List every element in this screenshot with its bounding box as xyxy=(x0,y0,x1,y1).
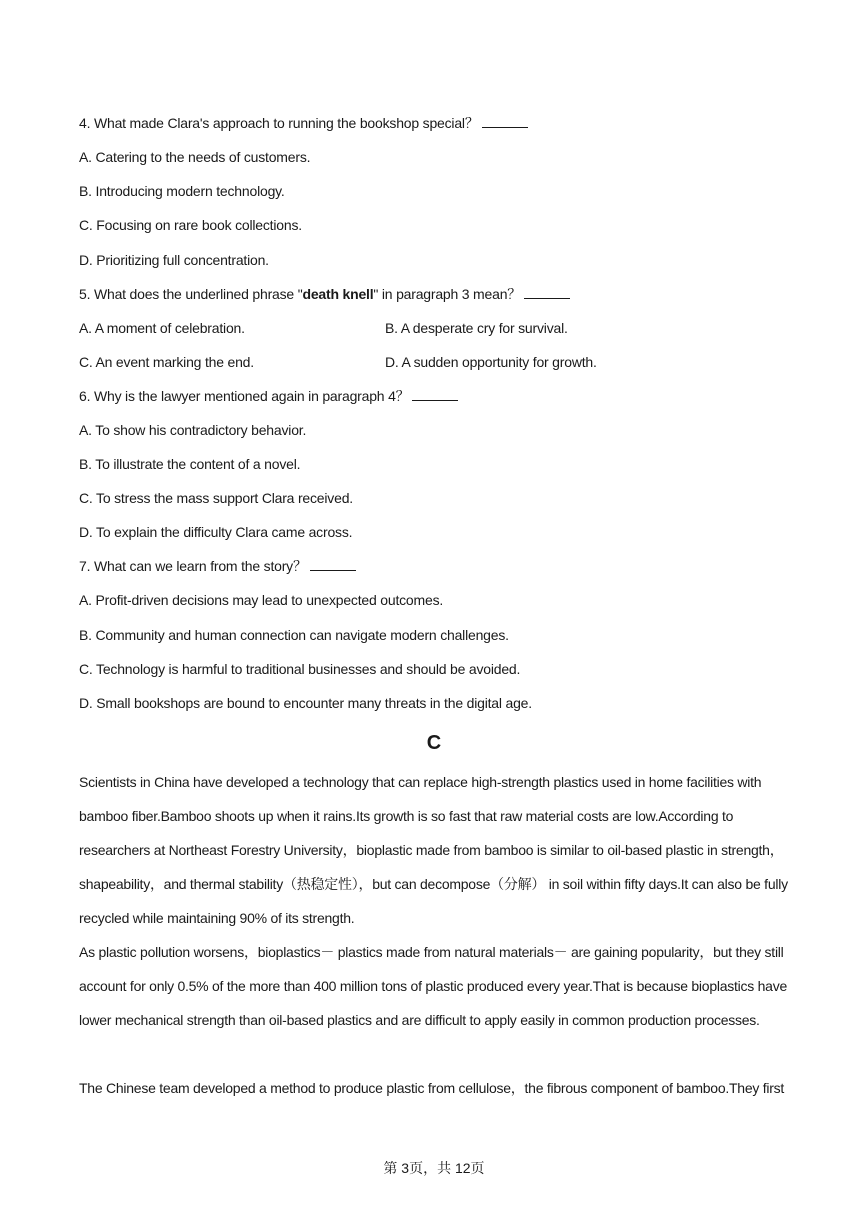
answer-blank xyxy=(482,115,528,128)
passage-paragraph-3: The Chinese team developed a method to produce plastic from cellulose，the fibrous component of bamboo.They first xyxy=(79,1080,785,1096)
question-4-option-a: A. Catering to the needs of customers. xyxy=(79,149,311,165)
page-footer: 第 3页，共 12页 xyxy=(383,1160,485,1176)
question-4-option-d: D. Prioritizing full concentration. xyxy=(79,252,269,268)
question-6-option-b: B. To illustrate the content of a novel. xyxy=(79,456,301,472)
question-6-stem: 6. Why is the lawyer mentioned again in paragraph 4？ xyxy=(79,387,458,405)
question-5-option-c: C. An event marking the end. xyxy=(79,354,254,370)
question-6-option-a: A. To show his contradictory behavior. xyxy=(79,422,307,438)
question-7-option-c: C. Technology is harmful to traditional businesses and should be avoided. xyxy=(79,661,521,677)
answer-blank xyxy=(412,388,458,401)
question-5-option-b: B. A desperate cry for survival. xyxy=(385,320,568,336)
passage-paragraph-2: As plastic pollution worsens，bioplastics－ plastics made from natural materials－ are gaining popularity，but they still account for only 0.5% of the more than 400 million tons of plastic produced every year.That is because bioplastics have lower mechanical strength than oil-based plastics and are difficult to apply easily in common production processes. xyxy=(79,944,787,1028)
question-5-option-a: A. A moment of celebration. xyxy=(79,320,245,336)
question-7-option-b: B. Community and human connection can navigate modern challenges. xyxy=(79,627,509,643)
underlined-phrase: death knell xyxy=(302,286,374,302)
question-5-option-d: D. A sudden opportunity for growth. xyxy=(385,354,597,370)
answer-blank xyxy=(524,286,570,299)
question-5-stem: 5. What does the underlined phrase "death knell" in paragraph 3 mean？ xyxy=(79,285,570,303)
question-4-option-b: B. Introducing modern technology. xyxy=(79,183,285,199)
question-6-option-d: D. To explain the difficulty Clara came across. xyxy=(79,524,353,540)
question-6-option-c: C. To stress the mass support Clara received. xyxy=(79,490,353,506)
question-4-stem: 4. What made Clara's approach to running the bookshop special？ xyxy=(79,114,528,132)
section-heading: C xyxy=(426,732,442,754)
question-7-option-d: D. Small bookshops are bound to encounter many threats in the digital age. xyxy=(79,695,532,711)
answer-blank xyxy=(310,558,356,571)
question-7-option-a: A. Profit-driven decisions may lead to unexpected outcomes. xyxy=(79,592,444,608)
question-7-stem: 7. What can we learn from the story？ xyxy=(79,557,356,575)
question-4-option-c: C. Focusing on rare book collections. xyxy=(79,217,302,233)
passage-paragraph-1: Scientists in China have developed a technology that can replace high-strength plastics used in home facilities with bamboo fiber.Bamboo shoots up when it rains.Its growth is so fast that raw material costs are low.According to researchers at Northeast Forestry University，bioplastic made from bamboo is similar to oil-based plastic in strength，shapeability，and thermal stability（热稳定性），but can decompose（分解） in soil within fifty days.It can also be fully recycled while maintaining 90% of its strength. xyxy=(79,774,788,926)
